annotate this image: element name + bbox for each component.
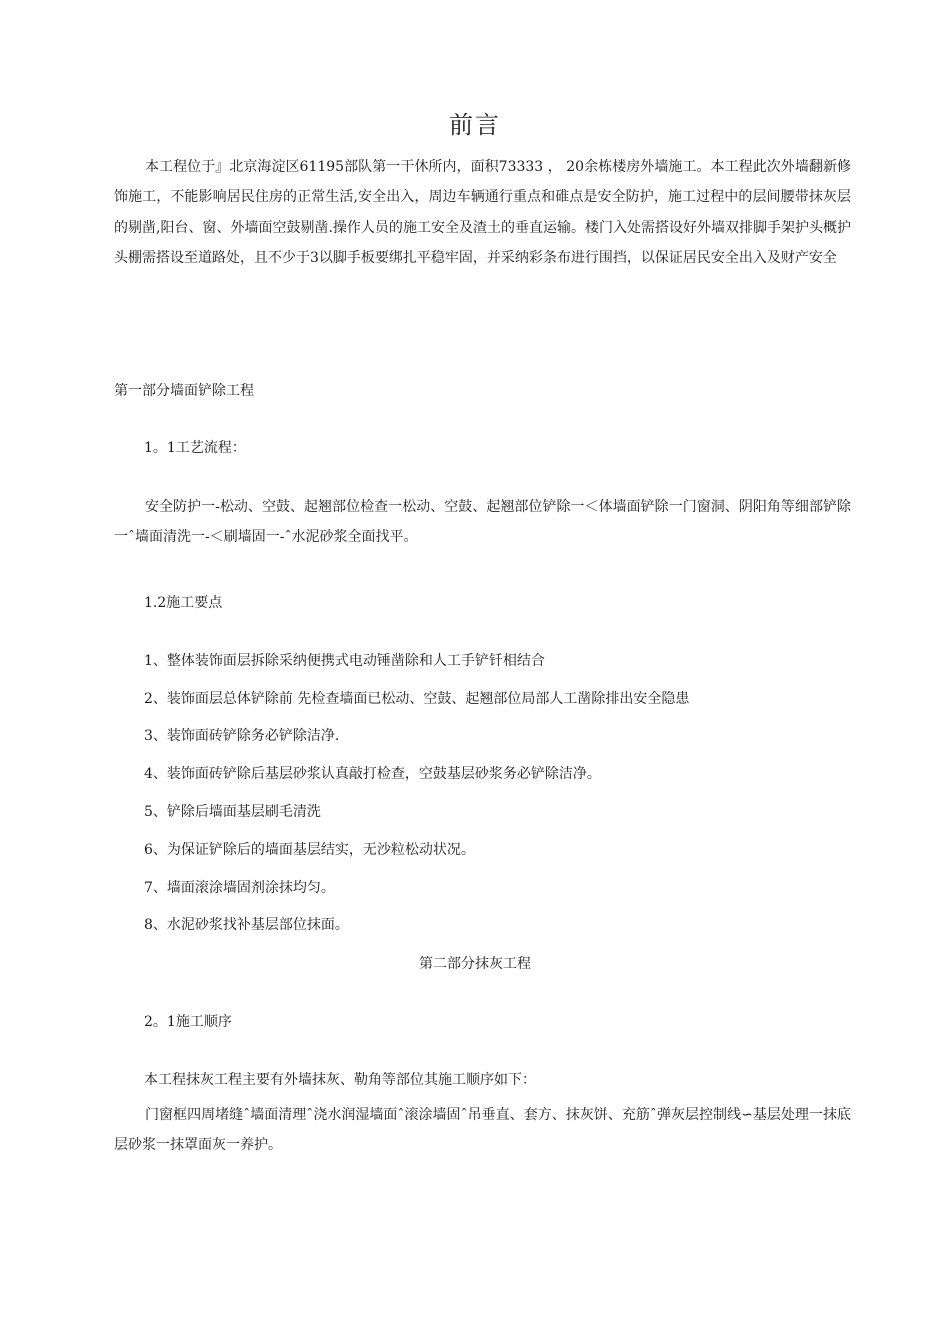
part1-heading: 第一部分墙面铲除工程 (114, 383, 254, 399)
section-1-2-heading: 1.2施工要点 (144, 595, 223, 611)
part2-heading: 第二部分抹灰工程 (419, 956, 531, 972)
list-item: 8、水泥砂浆找补基层部位抹面。 (144, 917, 349, 933)
page-title: 前言 (449, 111, 501, 139)
list-item: 7、墙面滚涂墙固剂涂抹均匀。 (144, 880, 335, 896)
intro-paragraph: 本工程位于』北京海淀区61195部队第一干休所内，面积73333 ， 20余栋楼房外墙施工。本工程此次外墙翻新修饰施工，不能影响居民住房的正常生活,安全出入，周边车辆通行重点和碓点是安全防护，施工过程中的层间腰带抹灰层的剔凿,阳台、窗、外墙面空鼓剔凿.操作人员的施工安全及渣土的垂直运输。楼门入处需搭设好外墙双排脚手架护头概护头棚需搭设至道路处，且不少于3以脚手板要绑扎平稳牢固，并采纳彩条布进行围挡，以保证居民安全出入及财产安全 (114, 159, 851, 267)
list-item: 4、装饰面砖铲除后基层砂浆认真敲打检查，空鼓基层砂浆务必铲除洁净。 (144, 766, 601, 782)
section-1-1-heading: 1。1工艺流程： (144, 440, 246, 456)
section-1-1-text: 安全防护一-松动、空鼓、起翘部位检查一松动、空鼓、起翘部位铲除一＜体墙面铲除一门窗洞、阴阳角等细部铲除一ˆ墙面清洗一-＜刷墙固一-ˆ水泥砂浆全面找平。 (114, 499, 851, 546)
list-item: 1、整体装饰面层拆除采纳便携式电动锤凿除和人工手铲钎相结合 (144, 653, 545, 669)
list-item: 2、装饰面层总体铲除前 先检查墙面已松动、空鼓、起翘部位局部人工凿除排出安全隐患 (144, 691, 690, 707)
section-2-1-intro: 本工程抹灰工程主要有外墙抹灰、勒角等部位其施工顺序如下： (144, 1072, 536, 1088)
list-item: 6、为保证铲除后的墙面基层结实，无沙粒松动状况。 (144, 842, 475, 858)
section-2-1-text: 门窗框四周堵缝ˆ墙面清理ˆ浇水润湿墙面ˆ滚涂墙固ˆ吊垂直、套方、抹灰饼、充筋ˆ弹灰层控制线∽基层处理一抹底层砂浆一抹罩面灰一养护。 (114, 1107, 851, 1154)
list-item: 3、装饰面砖铲除务必铲除洁净. (144, 728, 340, 744)
list-item: 5、铲除后墙面基层刷毛清洗 (144, 804, 321, 820)
section-2-1-heading: 2。1施工顺序 (144, 1014, 232, 1030)
